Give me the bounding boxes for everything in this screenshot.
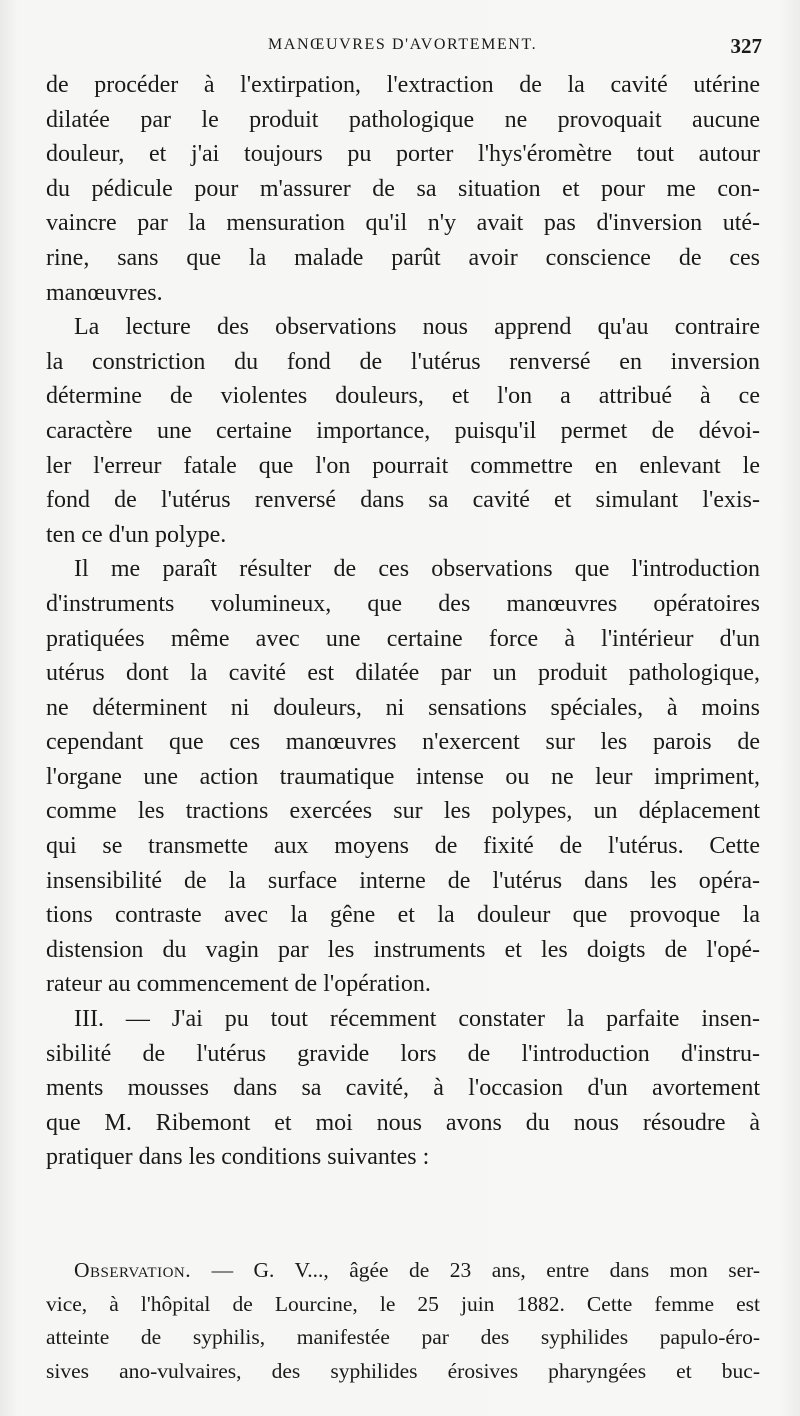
text-line: La lecture des observations nous apprend qu'au contraire [74, 314, 760, 341]
text-line: insensibilité de la surface interne de l'utérus dans les opéra- [46, 867, 760, 894]
paragraph [46, 68, 760, 310]
text-line: manœuvres. [46, 279, 163, 306]
text-line: ler l'erreur fatale que l'on pourrait commettre en enlevant le [46, 452, 760, 479]
text-line: détermine de violentes douleurs, et l'on a attribué à ce [46, 383, 760, 410]
paragraph [46, 1002, 760, 1175]
text-line: ne déterminent ni douleurs, ni sensations spéciales, à moins [46, 694, 760, 721]
paragraph [46, 552, 760, 1002]
running-head [0, 36, 800, 60]
text-line: pratiquées même avec une certaine force à l'intérieur d'un [46, 625, 760, 652]
text-line: ten ce d'un polype. [46, 521, 227, 548]
text-line: dilatée par le produit pathologique ne provoquait aucune [46, 106, 760, 133]
text-line: tions contraste avec la gêne et la douleur que provoque la [46, 902, 760, 929]
text-line: III. — J'ai pu tout récemment constater la parfaite insen- [74, 1006, 760, 1033]
text-line: comme les tractions exercées sur les polypes, un déplacement [46, 798, 760, 825]
paragraph [46, 310, 760, 552]
text-line: l'organe une action traumatique intense ou ne leur impriment, [46, 763, 760, 790]
text-line: sibilité de l'utérus gravide lors de l'introduction d'instru- [46, 1040, 760, 1067]
text-line: sives ano-vulvaires, des syphilides érosives pharyngées et buc- [46, 1358, 760, 1383]
text-line [46, 1254, 760, 1288]
text-line: vaincre par la mensuration qu'il n'y avait pas d'inversion uté- [46, 210, 760, 237]
text-line: cependant que ces manœuvres n'exercent sur les parois de [46, 729, 760, 756]
text-line: la constriction du fond de l'utérus renversé en inversion [46, 348, 760, 375]
text-line: rateur au commencement de l'opération. [46, 971, 431, 998]
text-line: pratiquer dans les conditions suivantes : [46, 1144, 430, 1171]
running-title: MANŒUVRES D'AVORTEMENT. [268, 36, 538, 53]
text-line: du pédicule pour m'assurer de sa situation et pour me con- [46, 175, 760, 202]
text-line: d'instruments volumineux, que des manœuvres opératoires [46, 590, 760, 617]
text-line: qui se transmette aux moyens de fixité de l'utérus. Cette [46, 833, 760, 860]
text-line: vice, à l'hôpital de Lourcine, le 25 juin 1882. Cette femme est [46, 1291, 760, 1316]
text-line: rine, sans que la malade parût avoir conscience de ces [46, 244, 760, 271]
observation-line-text: — G. V..., âgée de 23 ans, entre dans mon ser- [191, 1258, 760, 1282]
text-line: fond de l'utérus renversé dans sa cavité et simulant l'exis- [46, 487, 760, 514]
observation-block [46, 1254, 760, 1388]
text-line: de procéder à l'extirpation, l'extraction de la cavité utérine [46, 72, 760, 98]
observation-label: Observation. [74, 1258, 192, 1282]
text-line: que M. Ribemont et moi nous avons du nous résoudre à [46, 1109, 760, 1136]
text-line: distension du vagin par les instruments et les doigts de l'opé- [46, 936, 760, 963]
body-text [46, 68, 760, 1175]
text-line: utérus dont la cavité est dilatée par un produit pathologique, [46, 660, 760, 687]
text-line: caractère une certaine importance, puisqu'il permet de dévoi- [46, 417, 760, 444]
text-line: douleur, et j'ai toujours pu porter l'hys'éromètre tout autour [46, 141, 760, 168]
text-line: ments mousses dans sa cavité, à l'occasion d'un avortement [46, 1075, 760, 1102]
text-line: atteinte de syphilis, manifestée par des syphilides papulo-éro- [46, 1325, 760, 1349]
page-number: 327 [730, 34, 762, 58]
text-line: Il me paraît résulter de ces observations que l'introduction [74, 556, 760, 583]
